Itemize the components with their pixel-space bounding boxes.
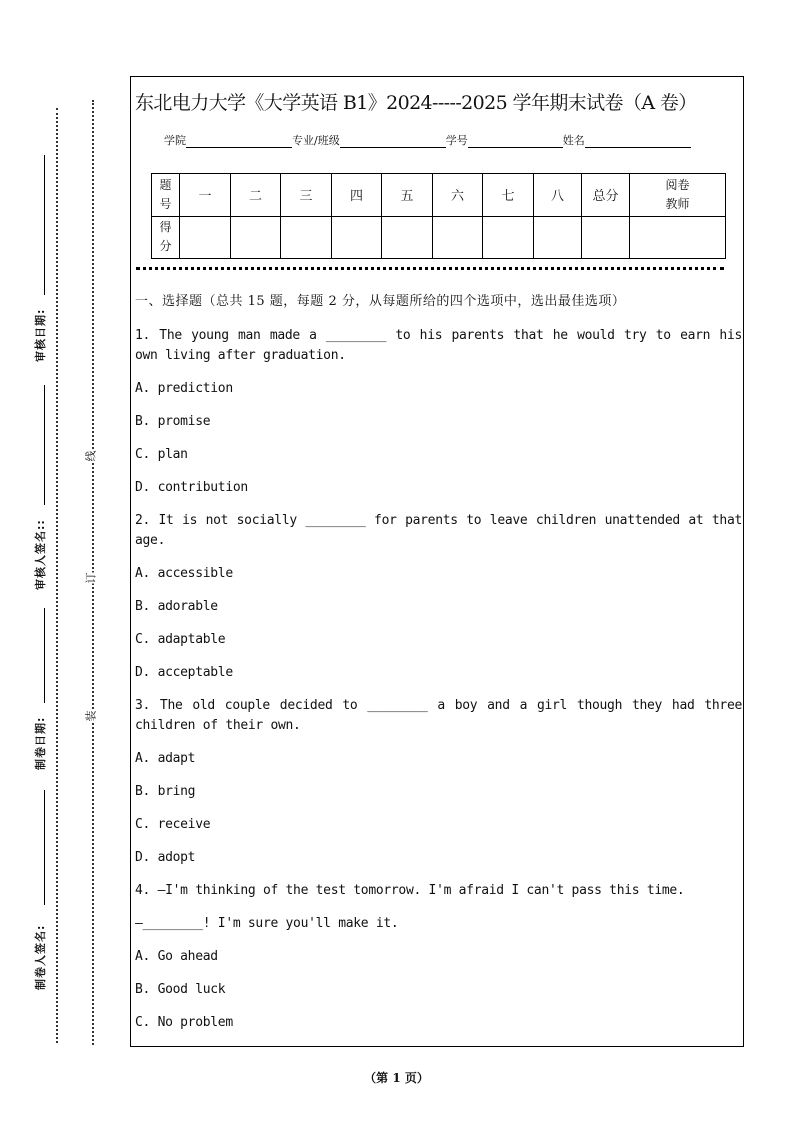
reviewer-sign-label: 审核人签名:: — [34, 519, 47, 590]
reviewer-date-line — [44, 155, 45, 295]
option: B. promise — [135, 414, 211, 429]
total-header: 总分 — [582, 174, 630, 217]
option: C. adaptable — [135, 632, 226, 647]
student-id-label: 学号 — [445, 134, 468, 147]
option: D. adopt — [135, 850, 196, 865]
maker-date-line — [44, 608, 45, 703]
score-cell[interactable] — [281, 216, 332, 259]
name-field[interactable] — [585, 135, 691, 148]
score-table — [151, 173, 726, 259]
page-number: （第 1 页） — [364, 1071, 429, 1085]
question-number-header — [152, 174, 180, 217]
binding-mark-pack: 装 — [84, 710, 98, 722]
college-label: 学院 — [164, 134, 186, 147]
option: A. prediction — [135, 381, 233, 396]
option: A. adapt — [135, 751, 196, 766]
header-char: 得 — [159, 220, 172, 235]
option: C. No problem — [135, 1015, 233, 1030]
score-table-score-row — [152, 216, 726, 259]
reviewer-sign-line — [44, 385, 45, 505]
column-header: 四 — [332, 174, 382, 217]
exam-title: 东北电力大学《大学英语 B1》2024-----2025 学年期末试卷（A 卷） — [135, 92, 697, 114]
binding-mark-line: 线 — [84, 450, 98, 462]
maker-sign-line — [44, 790, 45, 905]
college-field[interactable] — [186, 135, 292, 148]
score-cell[interactable] — [382, 216, 433, 259]
major-label: 专业/班级 — [292, 134, 340, 147]
question-stem: 4. —I'm thinking of the test tomorrow. I'm afraid I can't pass this time. — [135, 883, 685, 898]
question-section — [135, 292, 742, 1046]
option: A. Go ahead — [135, 949, 218, 964]
question-stem: 3. The old couple decided to ________ a boy and a girl though they had three children of their own. — [135, 698, 742, 733]
maker-date-label: 制卷日期: — [34, 716, 47, 770]
question-stem-reply: —________! I'm sure you'll make it. — [135, 916, 399, 931]
reviewer-sign-cell[interactable] — [630, 216, 726, 259]
student-id-field[interactable] — [468, 135, 563, 148]
score-row-header — [152, 216, 180, 259]
score-cell[interactable] — [231, 216, 281, 259]
score-cell[interactable] — [433, 216, 483, 259]
signature-dotted-line — [56, 108, 58, 1043]
column-header: 一 — [180, 174, 231, 217]
student-info-row — [164, 132, 691, 148]
name-label: 姓名 — [562, 134, 585, 147]
column-header: 七 — [483, 174, 534, 217]
option: D. contribution — [135, 480, 248, 495]
option: B. adorable — [135, 599, 218, 614]
major-field[interactable] — [340, 135, 446, 148]
option: C. receive — [135, 817, 211, 832]
reviewer-date-label: 审核日期: — [34, 308, 47, 362]
header-char: 题 — [159, 177, 172, 192]
column-header: 二 — [231, 174, 281, 217]
score-table-header-row — [152, 174, 726, 217]
column-header: 八 — [534, 174, 582, 217]
header-char: 号 — [159, 196, 172, 211]
dotted-separator — [136, 267, 724, 270]
column-header: 三 — [281, 174, 332, 217]
score-cell[interactable] — [180, 216, 231, 259]
score-cell[interactable] — [483, 216, 534, 259]
reviewer-header — [630, 174, 726, 217]
maker-sign-label: 制卷人签名: — [34, 924, 47, 990]
option: B. bring — [135, 784, 196, 799]
score-cell[interactable] — [534, 216, 582, 259]
option: B. Good luck — [135, 982, 226, 997]
question-stem: 1. The young man made a ________ to his parents that he would try to earn his own living after graduation. — [135, 328, 742, 363]
header-char: 分 — [159, 239, 172, 254]
section-title: 一、选择题（总共 15 题，每题 2 分，从每题所给的四个选项中，选出最佳选项） — [135, 294, 626, 309]
option: D. acceptable — [135, 665, 233, 680]
binding-mark-order: 订 — [84, 572, 98, 584]
question-stem: 2. It is not socially ________ for parents to leave children unattended at that age. — [135, 513, 742, 548]
column-header: 六 — [433, 174, 483, 217]
column-header: 五 — [382, 174, 433, 217]
header-text: 阅卷 — [665, 177, 690, 192]
total-score-cell[interactable] — [582, 216, 630, 259]
header-text: 教师 — [665, 196, 690, 211]
option: A. accessible — [135, 566, 233, 581]
score-cell[interactable] — [332, 216, 382, 259]
option: C. plan — [135, 447, 188, 462]
